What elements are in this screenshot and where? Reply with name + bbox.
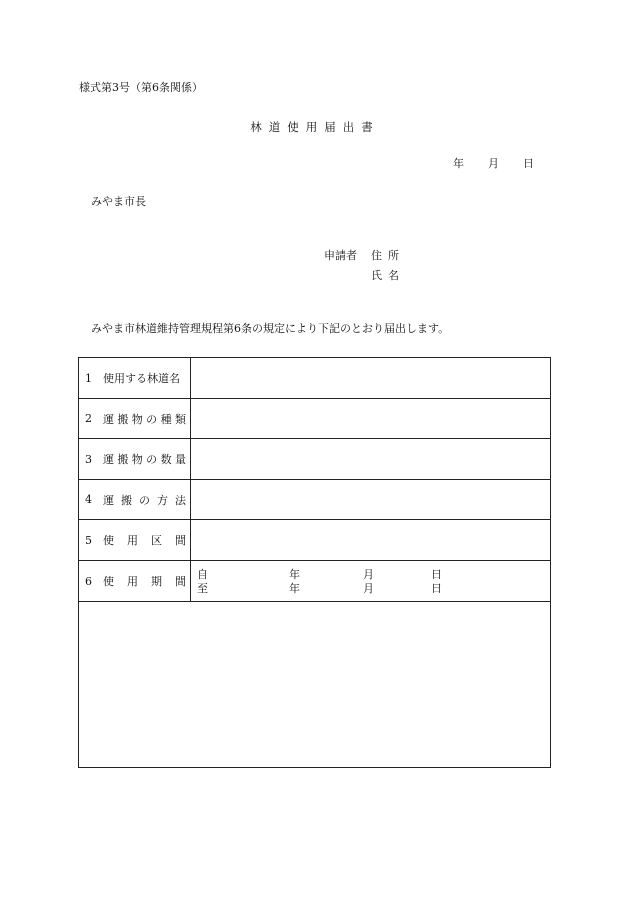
date-year-label: 年 (453, 157, 464, 170)
period-from-prefix: 自 (197, 568, 208, 581)
date-day-label: 日 (523, 157, 534, 170)
statement-text: みやま市林道維持管理規程第6条の規定により下記のとおり届出します。 (91, 322, 450, 335)
transport-method-field[interactable] (191, 480, 550, 519)
row-number: 6 (85, 574, 92, 588)
table-row (79, 399, 550, 439)
period-from-year: 年 (289, 568, 300, 581)
application-table (78, 357, 551, 768)
row-number: 2 (85, 412, 92, 425)
table-row (79, 439, 550, 480)
row-label: 運 搬 物 の 種 類 (103, 412, 186, 426)
row-label-cell (79, 561, 191, 601)
period-to-year: 年 (289, 582, 300, 595)
form-number: 様式第3号（第6条関係） (79, 81, 203, 94)
row-label-cell (79, 399, 191, 438)
period-from-month: 月 (363, 568, 374, 581)
address-label: 住所 (371, 249, 405, 262)
row-label-cell (79, 480, 191, 519)
row-label-cell (79, 358, 191, 398)
addressee: みやま市長 (91, 195, 146, 208)
document-title: 林道使用届出書 (250, 120, 380, 134)
period-to-day: 日 (431, 582, 442, 595)
cargo-quantity-field[interactable] (191, 439, 550, 479)
usage-section-field[interactable] (191, 520, 550, 560)
row-label: 使 用 区 間 (103, 534, 186, 547)
table-row (79, 520, 550, 561)
row-number: 5 (85, 533, 92, 547)
row-label: 運 搬 物 の 数 量 (103, 453, 186, 466)
forest-road-name-field[interactable] (191, 358, 550, 398)
period-to-prefix: 至 (197, 582, 208, 595)
period-to-month: 月 (363, 582, 374, 595)
date-month-label: 月 (488, 157, 499, 170)
row-number: 1 (85, 371, 92, 385)
cargo-type-field[interactable] (191, 399, 550, 438)
table-row (79, 561, 550, 602)
applicant-label: 申請者 (324, 249, 357, 262)
row-label: 使用する林道名 (103, 372, 180, 385)
table-row (79, 358, 550, 399)
row-label-cell (79, 439, 191, 479)
row-label: 使 用 期 間 (103, 575, 186, 588)
row-label: 運 搬 の 方 法 (103, 493, 186, 507)
row-number: 3 (85, 452, 92, 466)
row-number: 4 (85, 493, 92, 506)
row-label-cell (79, 520, 191, 560)
name-label: 氏名 (371, 269, 405, 282)
period-from-day: 日 (431, 568, 442, 581)
notes-area[interactable] (79, 602, 550, 767)
table-row (79, 480, 550, 520)
